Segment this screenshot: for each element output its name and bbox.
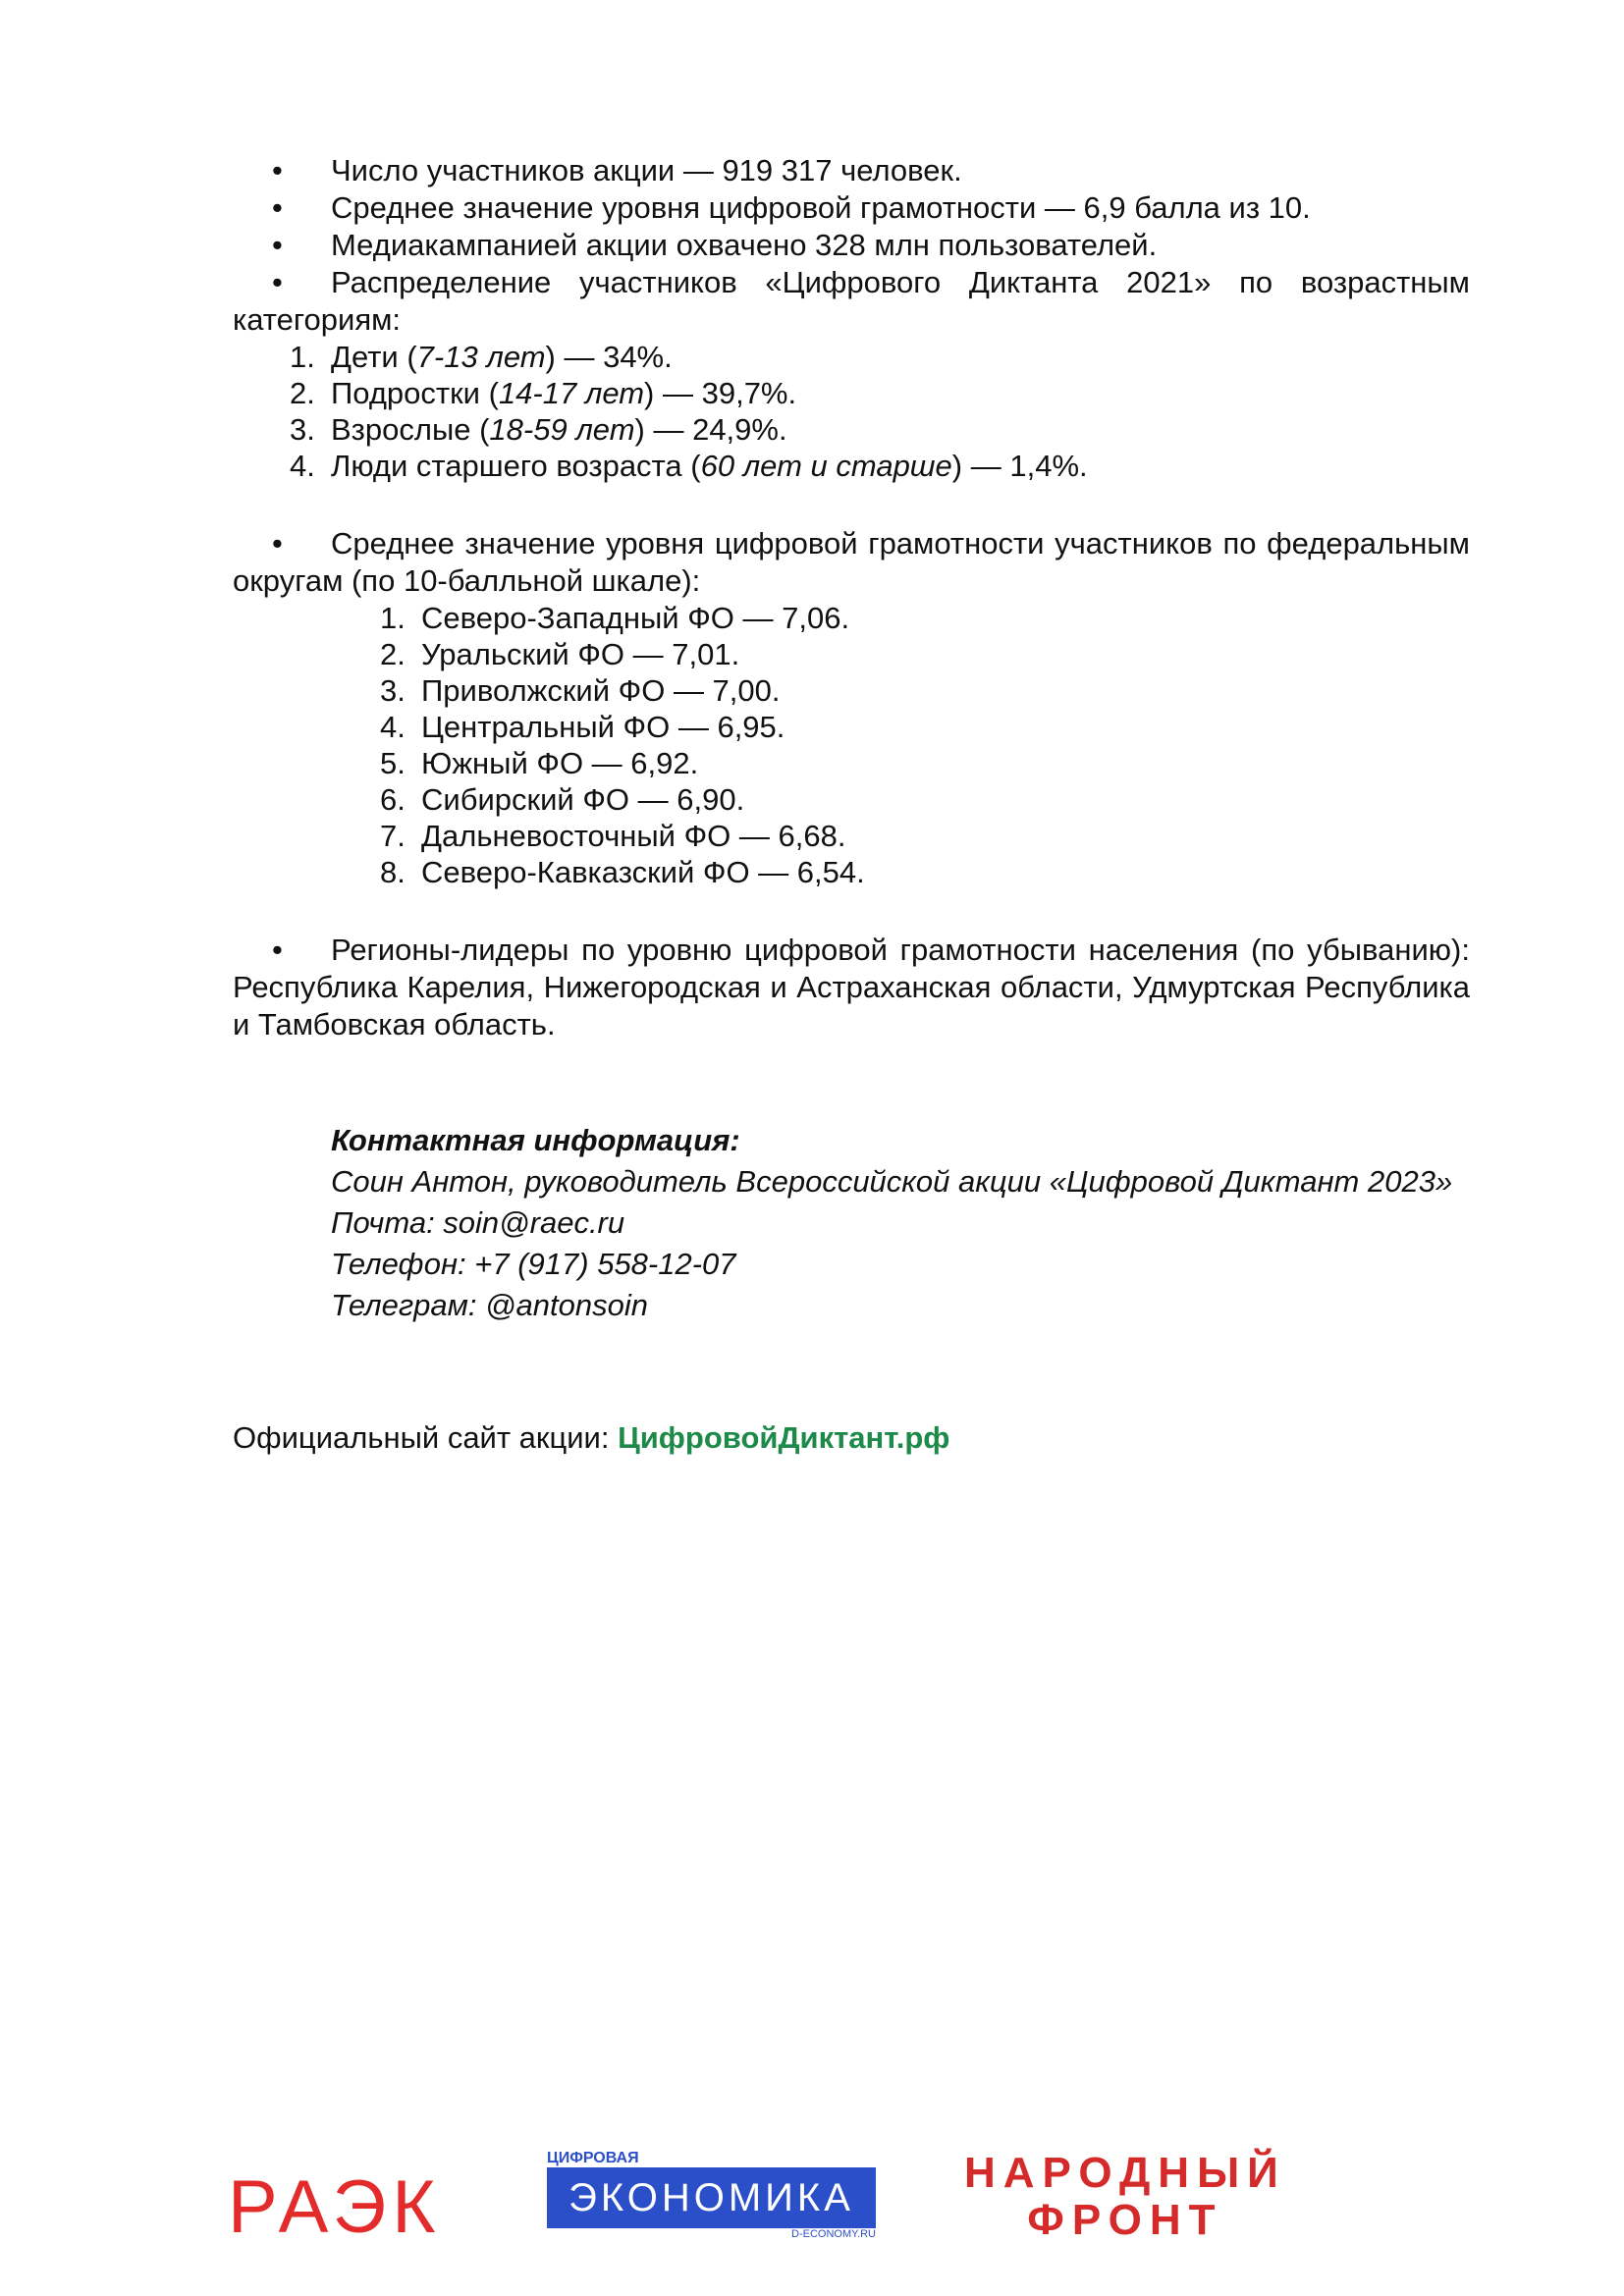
- site-link[interactable]: ЦифровойДиктант.рф: [618, 1420, 950, 1455]
- fo-item: 4. Центральный ФО — 6,95.: [380, 710, 785, 744]
- onf-logo: НАРОДНЫЙ ФРОНТ: [964, 2149, 1286, 2244]
- fo-item: 3. Приволжский ФО — 7,00.: [380, 673, 781, 708]
- age-item: 2. Подростки (14-17 лет) — 39,7%.: [290, 376, 797, 410]
- fo-intro: • Среднее значение уровня цифровой грамотности участников по федеральным округам (по 10-балльной шкале):: [233, 526, 1470, 598]
- partner-logos: [228, 2149, 1286, 2258]
- fo-list: [233, 600, 1470, 890]
- age-list: [233, 339, 1470, 484]
- stat-item: • Число участников акции — 919 317 человек.: [272, 153, 962, 187]
- age-item: 1. Дети (7-13 лет) — 34%.: [290, 340, 673, 374]
- stat-item: • Медиакампанией акции охвачено 328 млн пользователей.: [272, 228, 1158, 262]
- age-item: 4. Люди старшего возраста (60 лет и старше) — 1,4%.: [290, 449, 1088, 483]
- fo-item: 2. Уральский ФО — 7,01.: [380, 637, 740, 671]
- stat-item: • Распределение участников «Цифрового Диктанта 2021» по возрастным категориям:: [233, 265, 1470, 337]
- official-site: Официальный сайт акции: ЦифровойДиктант.рф: [233, 1420, 950, 1455]
- d-economy-logo: ЦИФРОВАЯ ЭКОНОМИКА D-ECONOMY.RU: [547, 2150, 876, 2240]
- leaders: • Регионы-лидеры по уровню цифровой грамотности населения (по убыванию): Республика Карелия, Нижегородская и Астраханская области, Удмуртская Республика и Тамбовская область.: [233, 933, 1470, 1041]
- fo-item: 6. Сибирский ФО — 6,90.: [380, 782, 745, 817]
- raek-logo: РАЭК: [228, 2165, 442, 2249]
- fo-item: 7. Дальневосточный ФО — 6,68.: [380, 819, 846, 853]
- stat-item: • Среднее значение уровня цифровой грамотности — 6,9 балла из 10.: [272, 190, 1311, 225]
- fo-item: 1. Северо-Западный ФО — 7,06.: [380, 601, 850, 635]
- contact-block: Контактная информация: Соин Антон, руководитель Всероссийской акции «Цифровой Диктант 2023» Почта: soin@raec.ru Телефон: +7 (917) 558-12-07 Телеграм: @antonsoin: [331, 1123, 1453, 1322]
- age-item: 3. Взрослые (18-59 лет) — 24,9%.: [290, 412, 787, 447]
- document-body: [233, 152, 1470, 1456]
- fo-item: 8. Северо-Кавказский ФО — 6,54.: [380, 855, 865, 889]
- fo-item: 5. Южный ФО — 6,92.: [380, 746, 699, 780]
